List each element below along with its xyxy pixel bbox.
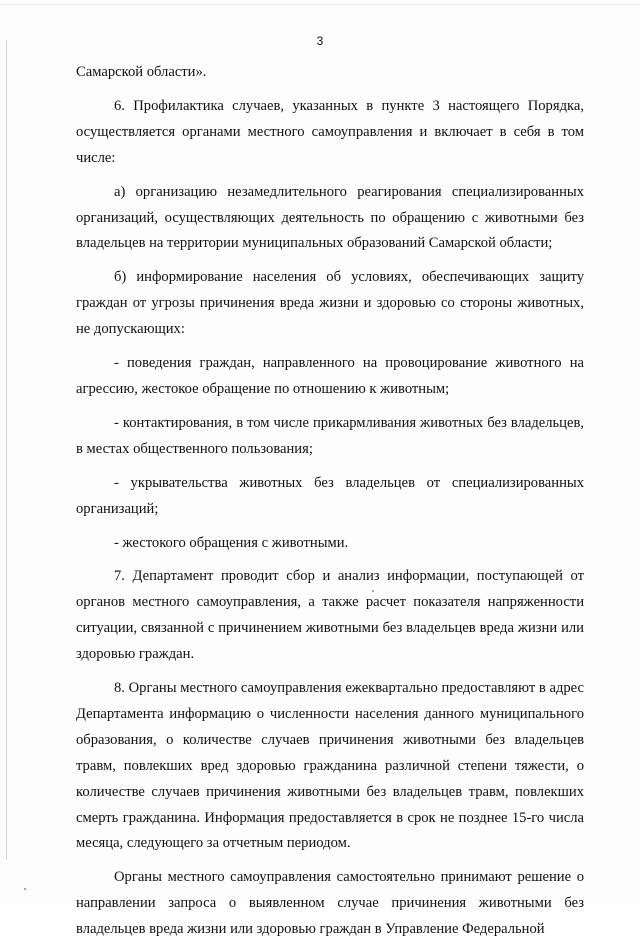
paragraph-item-8: 8. Органы местного самоуправления ежеквартально предоставляют в адрес Департамента информацию о численности населения данного муниципального образования, о количестве случаев причинения животными без владельцев травм, повлекших вред здоровью гражданина различной степени тяжести, о количестве случаев причинения животными без владельцев травм, повлекших смерть гражданина. Информация предоставляется в срок не позднее 15-го числа месяца, следующего за отчетным периодом. xyxy=(76,680,584,852)
paragraph-item-7: 7. Департамент проводит сбор и анализ информации, поступающей от органов местного самоуправления, а также расчет показателя напряженности ситуации, связанной с причинением животными без владельцев вреда жизни или здоровью граждан. xyxy=(76,568,584,663)
scan-speck xyxy=(372,590,374,592)
page-number: 3 xyxy=(316,34,324,48)
paragraph-subitem-b: б) информирование населения об условиях, обеспечивающих защиту граждан от угрозы причинения вреда жизни и здоровью со стороны животных, не допускающих: xyxy=(76,269,584,338)
paragraph-dash-provocation: - поведения граждан, направленного на провоцирование животного на агрессию, жестокое обращение по отношению к животным; xyxy=(76,355,584,397)
paragraph-local-authorities: Органы местного самоуправления самостоятельно принимают решение о направлении запроса о выявленном случае причинения животными без владельцев вреда жизни или здоровью граждан в Управление Федеральной xyxy=(76,869,584,938)
scan-speck xyxy=(24,888,26,890)
scan-top-edge xyxy=(0,4,640,5)
document-body xyxy=(76,60,584,943)
paragraph-dash-cruelty: - жестокого обращения с животными. xyxy=(114,534,349,551)
paragraph-item-6: 6. Профилактика случаев, указанных в пункте 3 настоящего Порядка, осуществляется органами местного самоуправления и включает в себя в том числе: xyxy=(76,97,584,166)
paragraph-dash-contact: - контактирования, в том числе прикармливания животных без владельцев, в местах общественного пользования; xyxy=(76,414,584,457)
paragraph-dash-concealment: - укрывательства животных без владельцев от специализированных организаций; xyxy=(76,474,584,517)
scan-left-edge xyxy=(6,40,7,860)
paragraph-subitem-a: а) организацию незамедлительного реагирования специализированных организаций, осуществляющих деятельность по обращению с животными без владельцев на территории муниципальных образований Самарской области; xyxy=(76,183,584,252)
paragraph-continuation: Самарской области». xyxy=(76,64,207,80)
